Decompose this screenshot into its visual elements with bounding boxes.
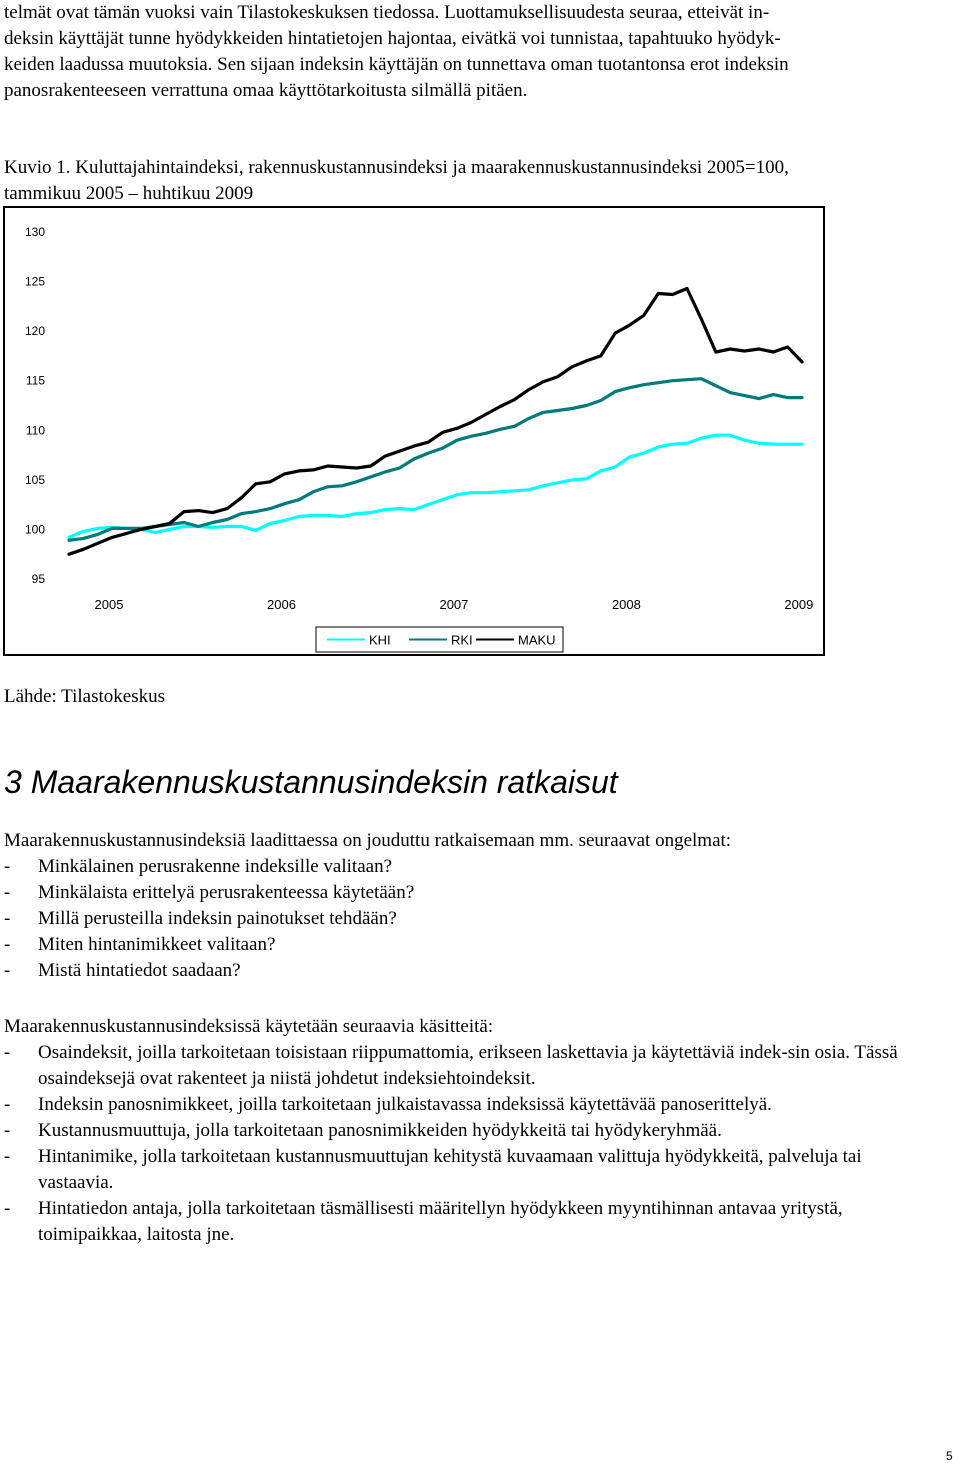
intro-line: telmät ovat tämän vuoksi vain Tilastokeskuksen tiedossa. Luottamuksellisuudesta seuraa, etteivät in- [4, 2, 770, 23]
list-dash: - [4, 882, 11, 903]
intro-paragraph [4, 0, 929, 104]
concept-item [4, 1092, 939, 1118]
intro-line: deksin käyttäjät tunne hyödykkeiden hintatietojen hajontaa, eivätkä voi tunnistaa, tapahtuuko hyödyk- [4, 28, 781, 49]
list-item-text: Millä perusteilla indeksin painotukset tehdään? [38, 908, 397, 929]
figure-caption [4, 155, 934, 207]
y-tick-label: 105 [24, 472, 45, 487]
list-dash: - [4, 1042, 11, 1063]
legend-label-maku: MAKU [518, 632, 556, 648]
problems-block [4, 828, 939, 984]
y-tick-label: 115 [25, 373, 45, 388]
chart-frame [3, 206, 825, 656]
problem-item [4, 854, 939, 880]
x-tick-label: 2009 [784, 597, 814, 612]
list-dash: - [4, 908, 11, 929]
problems-list [4, 854, 939, 984]
list-dash: - [4, 960, 11, 981]
caption-line: Kuvio 1. Kuluttajahintaindeksi, rakennuskustannusindeksi ja maarakennuskustannusindeksi 2005=100, [4, 157, 789, 178]
list-item-text: Mistä hintatiedot saadaan? [38, 960, 241, 981]
list-dash: - [4, 1094, 11, 1115]
problem-item [4, 958, 939, 984]
problem-item [4, 932, 939, 958]
problems-lead: Maarakennuskustannusindeksiä laadittaessa on jouduttu ratkaisemaan mm. seuraavat ongelmat: [4, 830, 732, 851]
y-tick-label: 95 [31, 572, 45, 586]
y-tick-label: 120 [24, 324, 45, 339]
intro-line: keiden laadussa muutoksia. Sen sijaan indeksin käyttäjän on tunnettava oman tuotantonsa erot indeksin [4, 54, 789, 75]
list-item-text: Hintanimike, jolla tarkoitetaan kustannusmuuttujan kehitystä kuvaamaan valittuja hyödykkeitä, palveluja tai vastaavia. [38, 1146, 862, 1193]
concept-item [4, 1118, 939, 1144]
list-item-text: Kustannusmuuttuja, jolla tarkoitetaan panosnimikkeiden hyödykkeitä tai hyödykeryhmää. [38, 1120, 722, 1141]
x-tick-label: 2007 [439, 597, 469, 612]
y-tick-label: 130 [24, 225, 45, 239]
list-item-text: Minkälainen perusrakenne indeksille valitaan? [38, 856, 393, 877]
list-item-text: Indeksin panosnimikkeet, joilla tarkoitetaan julkaistavassa indeksissä käytettävää panoserittelyä. [38, 1094, 772, 1115]
legend-label-rki: RKI [451, 632, 473, 648]
y-tick-label: 110 [25, 423, 45, 438]
list-dash: - [4, 1146, 11, 1167]
list-dash: - [4, 934, 11, 955]
list-item-text: Hintatiedon antaja, jolla tarkoitetaan täsmällisesti määritellyn hyödykkeen myyntihinnan antavaa yritystä, toimipaikkaa, laitosta jne. [38, 1198, 843, 1245]
list-item-text: Miten hintanimikkeet valitaan? [38, 934, 276, 955]
y-tick-label: 125 [24, 274, 45, 289]
concept-item [4, 1196, 939, 1248]
series-line-maku [69, 289, 802, 555]
caption-line: tammikuu 2005 – huhtikuu 2009 [4, 183, 254, 204]
x-tick-label: 2005 [94, 597, 124, 612]
concepts-list [4, 1040, 939, 1248]
intro-line: panosrakenteeseen verrattuna omaa käyttötarkoitusta silmällä pitäen. [4, 80, 528, 101]
y-tick-label: 100 [24, 522, 45, 537]
list-item-text: Osaindeksit, joilla tarkoitetaan toisistaan riippumattomia, erikseen laskettavia ja käytettäviä indek-sin osia. Tässä osaindeksejä ovat rakenteet ja niistä johdetut indeksiehtoindeksit. [38, 1042, 898, 1089]
section-heading: 3 Maarakennuskustannusindeksin ratkaisut [4, 764, 618, 800]
legend-label-khi: KHI [369, 632, 391, 648]
line-chart [5, 208, 823, 654]
list-dash: - [4, 1198, 11, 1219]
list-item-text: Minkälaista erittelyä perusrakenteessa käytetään? [38, 882, 415, 903]
problem-item [4, 880, 939, 906]
list-dash: - [4, 856, 11, 877]
concept-item [4, 1144, 939, 1196]
problem-item [4, 906, 939, 932]
concepts-lead: Maarakennuskustannusindeksissä käytetään seuraavia käsitteitä: [4, 1016, 494, 1037]
x-tick-label: 2008 [611, 597, 641, 612]
list-dash: - [4, 1120, 11, 1141]
concepts-block [4, 1014, 939, 1248]
page-number: 5 [946, 1449, 953, 1463]
concept-item [4, 1040, 939, 1092]
x-tick-label: 2006 [267, 597, 296, 612]
source-note: Lähde: Tilastokeskus [4, 686, 165, 707]
